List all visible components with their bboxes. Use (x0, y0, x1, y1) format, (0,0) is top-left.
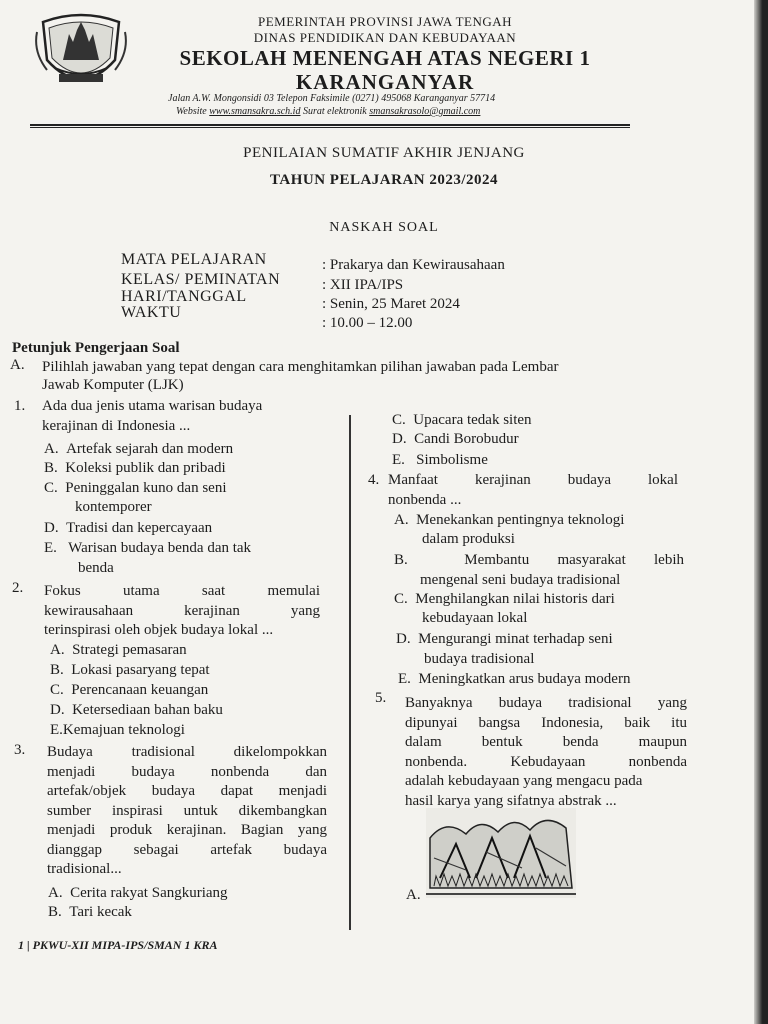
q1-option-b[interactable]: B. Koleksi publik dan pribadi (44, 460, 226, 476)
header-divider-thin (30, 127, 630, 128)
header-government: PEMERINTAH PROVINSI JAWA TENGAH (257, 14, 513, 29)
q5-stem (405, 694, 687, 811)
subject-value: : Prakarya dan Kewirausahaan (322, 257, 505, 273)
q3-stem (47, 743, 327, 880)
header-divider (30, 124, 630, 126)
q2-stem-line: Fokus utama saat memulai (44, 583, 320, 599)
q4-option-a[interactable]: A. Menekankan pentingnya teknologi (394, 512, 625, 528)
website-link[interactable]: www.smansakra.sch.id (209, 106, 301, 117)
subject-label: MATA PELAJARAN (121, 251, 267, 268)
email-label: Surat elektronik (302, 106, 367, 117)
q4-stem (388, 471, 678, 510)
q4-stem-line: nonbenda ... (388, 491, 462, 508)
q5-option-a-picture[interactable] (426, 808, 576, 898)
province-crest-icon (33, 12, 129, 92)
q3-stem-line: dianggap sebagai artefak budaya (47, 841, 327, 858)
header-city: KARANGANYAR (295, 70, 475, 94)
q1-stem-line: Ada dua jenis utama warisan budaya (42, 398, 263, 414)
header-contacts (176, 106, 480, 117)
q4-option-d[interactable]: D. Mengurangi minat terhadap seni (396, 631, 613, 647)
instructions-title: Petunjuk Pengerjaan Soal (12, 340, 180, 356)
q1-option-e[interactable]: E. Warisan budaya benda dan tak (44, 540, 252, 556)
class-label: KELAS/ PEMINATAN (121, 271, 281, 288)
class-value: : XII IPA/IPS (322, 277, 404, 293)
q1-stem (42, 397, 332, 436)
q1-option-d[interactable]: D. Tradisi dan kepercayaan (44, 520, 213, 536)
q3-number: 3. (14, 742, 26, 758)
email-link[interactable]: smansakrasolo@gmail.com (369, 106, 481, 117)
q2-number: 2. (12, 580, 24, 596)
q3-stem-line: sumber inspirasi untuk dikembangkan (47, 802, 327, 819)
q4-option-a-cont: dalam produksi (422, 531, 515, 547)
q1-option-e-cont: benda (78, 560, 114, 576)
day-label: HARI/TANGGAL (121, 288, 247, 305)
q2-option-b[interactable]: B. Lokasi pasaryang tepat (50, 662, 210, 678)
q2-stem-line: kewirausahaan kerajinan yang (44, 602, 320, 619)
q4-option-c-cont: kebudayaan lokal (422, 610, 528, 626)
q2-option-e[interactable]: E.Kemajuan teknologi (50, 722, 185, 738)
q3-stem-line: menjadi produk kerajinan. Bagian yang (47, 822, 327, 838)
q5-stem-line: hasil karya yang sifatnya abstrak ... (405, 792, 617, 809)
page-footer: 1 | PKWU-XII MIPA-IPS/SMAN 1 KRA (18, 938, 218, 952)
q1-number: 1. (14, 398, 26, 414)
q5-option-a[interactable]: A. (406, 887, 421, 903)
q3-option-a[interactable]: A. Cerita rakyat Sangkuriang (48, 885, 228, 901)
q3-stem-line: Budaya tradisional dikelompokkan (47, 744, 327, 760)
q2-option-a[interactable]: A. Strategi pemasaran (50, 642, 187, 658)
q4-option-d-cont: budaya tradisional (424, 651, 535, 667)
q1-option-c-cont: kontemporer (75, 499, 152, 515)
q3-option-e[interactable]: E. Simbolisme (392, 452, 488, 468)
website-label: Website (176, 106, 207, 117)
q2-option-d[interactable]: D. Ketersediaan bahan baku (50, 702, 223, 718)
q2-option-c[interactable]: C. Perencanaan keuangan (50, 682, 209, 698)
time-label: WAKTU (121, 304, 182, 321)
q5-stem-line: nonbenda. Kebudayaan nonbenda (405, 753, 687, 770)
q4-option-e[interactable]: E. Meningkatkan arus budaya modern (398, 671, 631, 687)
q5-number: 5. (375, 690, 387, 706)
document-title: NASKAH SOAL (329, 220, 439, 235)
exam-year: TAHUN PELAJARAN 2023/2024 (269, 172, 499, 188)
q2-stem (44, 582, 320, 641)
instruction-a-line1: Pilihlah jawaban yang tepat dengan cara menghitamkan pilihan jawaban pada Lembar (42, 359, 559, 375)
q3-stem-line: menjadi budaya nonbenda dan (47, 763, 327, 780)
q3-option-c[interactable]: C. Upacara tedak siten (392, 412, 532, 428)
q5-stem-line: Banyaknya budaya tradisional yang (405, 695, 687, 711)
header-school-name: SEKOLAH MENENGAH ATAS NEGERI 1 (179, 46, 591, 70)
exam-title: PENILAIAN SUMATIF AKHIR JENJANG (243, 145, 525, 161)
instruction-a-letter: A. (10, 357, 25, 373)
q4-number: 4. (368, 472, 380, 488)
header-department: DINAS PENDIDIKAN DAN KEBUDAYAAN (253, 30, 517, 45)
q4-stem-line: Manfaat kerajinan budaya lokal (388, 472, 678, 488)
q1-option-a[interactable]: A. Artefak sejarah dan modern (44, 441, 234, 457)
q3-stem-line: artefak/objek budaya dapat menjadi (47, 783, 327, 799)
q3-option-b[interactable]: B. Tari kecak (48, 904, 132, 920)
q4-option-b-cont: mengenal seni budaya tradisional (420, 572, 621, 588)
q2-stem-line: terinspirasi oleh objek budaya lokal ... (44, 622, 274, 638)
instruction-a-line2: Jawab Komputer (LJK) (42, 377, 184, 393)
q5-stem-line: adalah kebudayaan yang mengacu pada (405, 773, 643, 789)
header-address: Jalan A.W. Mongonsidi 03 Telepon Faksimile (0271) 495068 Karanganyar 57714 (168, 93, 496, 104)
column-divider (349, 415, 351, 930)
time-value: : 10.00 – 12.00 (322, 315, 413, 331)
q3-option-d[interactable]: D. Candi Borobudur (392, 431, 519, 447)
q4-option-c[interactable]: C. Menghilangkan nilai historis dari (394, 591, 615, 607)
q3-stem-line: tradisional... (47, 861, 122, 877)
q5-stem-line: dalam bentuk benda maupun (405, 734, 687, 750)
q1-stem-line: kerajinan di Indonesia ... (42, 417, 191, 434)
q4-option-b[interactable]: B. Membantu masyarakat lebih (394, 552, 684, 568)
q1-option-c[interactable]: C. Peninggalan kuno dan seni (44, 480, 227, 496)
q5-stem-line: dipunyai bangsa Indonesia, baik itu (405, 714, 687, 731)
day-value: : Senin, 25 Maret 2024 (322, 296, 460, 312)
